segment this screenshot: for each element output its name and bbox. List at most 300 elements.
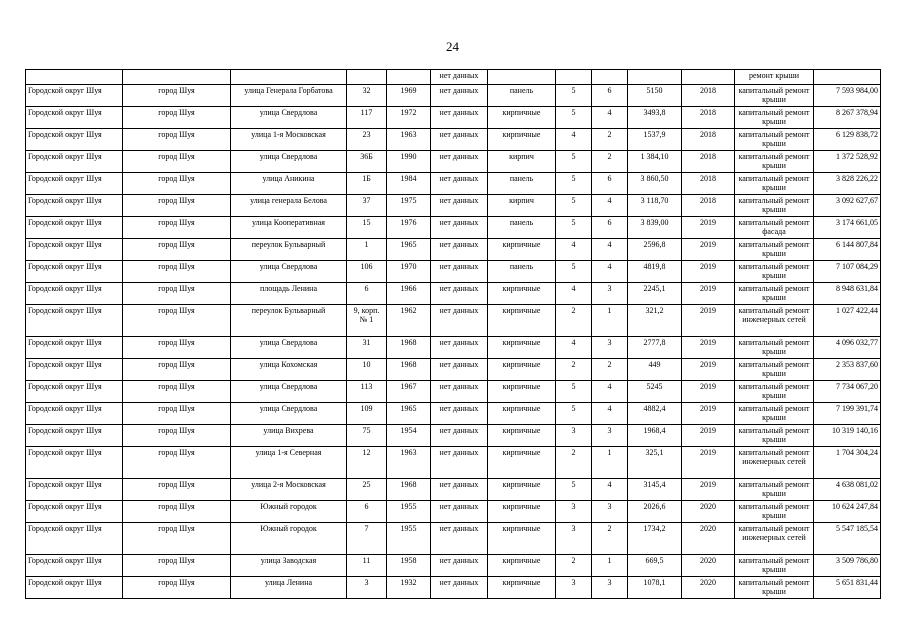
cell-street: улица Свердлова [231,403,347,425]
cell-year-overhaul: нет данных [431,577,488,599]
cell-cost: 3 174 661,05 [814,217,881,239]
cell-house: 11 [347,555,387,577]
cell-floors: 3 [556,425,592,447]
cell-floors: 5 [556,381,592,403]
cell-area: 5150 [628,85,682,107]
cell-plan-year: 2019 [682,359,735,381]
cell-floors: 2 [556,305,592,337]
cell-city: город Шуя [123,195,231,217]
cell-work: капитальный ремонт крыши [735,359,814,381]
cell-year: 1975 [387,195,431,217]
cell-floors: 4 [556,337,592,359]
cell-house: 113 [347,381,387,403]
cell-work: капитальный ремонт крыши [735,337,814,359]
cell-year-overhaul: нет данных [431,129,488,151]
cell-year-overhaul: нет данных [431,173,488,195]
cell-plan-year: 2018 [682,151,735,173]
cell-floors: 2 [556,447,592,479]
cell-year-overhaul: нет данных [431,501,488,523]
cell-plan-year: 2019 [682,447,735,479]
cell-plan-year: 2019 [682,337,735,359]
cell-city: город Шуя [123,261,231,283]
cell-year: 1970 [387,261,431,283]
cell-work: капитальный ремонт крыши [735,151,814,173]
cell-year: 1984 [387,173,431,195]
cell-entrances: 1 [592,305,628,337]
cell-district: Городской округ Шуя [26,261,123,283]
cell-floors: 5 [556,403,592,425]
cell-year-overhaul: нет данных [431,305,488,337]
cell-floors: 3 [556,501,592,523]
cell-year: 1990 [387,151,431,173]
cell-house: 32 [347,85,387,107]
cell-area: 2777,8 [628,337,682,359]
cell-entrances: 3 [592,425,628,447]
cell-street: Южный городок [231,523,347,555]
cell-floors: 2 [556,555,592,577]
table-row [26,479,881,501]
cell-district: Городской округ Шуя [26,447,123,479]
cell-plan-year: 2018 [682,195,735,217]
table-row [26,425,881,447]
table-row [26,173,881,195]
cell-plan-year: 2020 [682,523,735,555]
cell-house: 3 [347,577,387,599]
cell-entrances: 2 [592,151,628,173]
cell-wall: панель [488,85,556,107]
cell-cost: 1 027 422,44 [814,305,881,337]
cell-street [231,70,347,85]
cell-wall [488,70,556,85]
cell-street: Южный городок [231,501,347,523]
cell-entrances: 1 [592,447,628,479]
cell-house: 23 [347,129,387,151]
cell-year-overhaul: нет данных [431,425,488,447]
cell-district: Городской округ Шуя [26,239,123,261]
cell-street: улица Свердлова [231,381,347,403]
cell-year: 1965 [387,239,431,261]
cell-entrances: 4 [592,403,628,425]
cell-cost: 1 704 304,24 [814,447,881,479]
cell-work: капитальный ремонт крыши [735,555,814,577]
cell-cost: 3 828 226,22 [814,173,881,195]
cell-city: город Шуя [123,337,231,359]
cell-city: город Шуя [123,107,231,129]
cell-cost [814,70,881,85]
cell-district [26,70,123,85]
table-row [26,107,881,129]
cell-year: 1954 [387,425,431,447]
cell-street: улица 2-я Московская [231,479,347,501]
cell-area: 325,1 [628,447,682,479]
cell-street: улица Ленина [231,577,347,599]
cell-wall: кирпичные [488,305,556,337]
cell-area: 1734,2 [628,523,682,555]
cell-area: 2026,6 [628,501,682,523]
cell-work: капитальный ремонт крыши [735,283,814,305]
cell-city: город Шуя [123,283,231,305]
cell-city: город Шуя [123,501,231,523]
cell-area: 1537,9 [628,129,682,151]
cell-area: 1 384,10 [628,151,682,173]
cell-district: Городской округ Шуя [26,381,123,403]
cell-wall: кирпичные [488,523,556,555]
cell-year-overhaul: нет данных [431,261,488,283]
cell-floors: 3 [556,523,592,555]
cell-year-overhaul: нет данных [431,70,488,85]
cell-floors: 5 [556,85,592,107]
cell-district: Городской округ Шуя [26,479,123,501]
cell-city: город Шуя [123,173,231,195]
cell-entrances: 4 [592,107,628,129]
cell-city: город Шуя [123,381,231,403]
cell-plan-year: 2019 [682,239,735,261]
cell-year: 1968 [387,479,431,501]
cell-city: город Шуя [123,555,231,577]
cell-floors: 5 [556,479,592,501]
cell-year: 1968 [387,359,431,381]
table-row [26,447,881,479]
cell-district: Городской округ Шуя [26,501,123,523]
cell-district: Городской округ Шуя [26,555,123,577]
cell-district: Городской округ Шуя [26,523,123,555]
cell-cost: 3 092 627,67 [814,195,881,217]
cell-wall: кирпичные [488,239,556,261]
cell-district: Городской округ Шуя [26,151,123,173]
cell-wall: кирпичные [488,381,556,403]
cell-year: 1965 [387,403,431,425]
cell-house: 117 [347,107,387,129]
cell-wall: кирпичные [488,501,556,523]
cell-year-overhaul: нет данных [431,523,488,555]
cell-year-overhaul: нет данных [431,403,488,425]
cell-street: улица Генерала Горбатова [231,85,347,107]
table-row [26,577,881,599]
table-row [26,239,881,261]
cell-wall: кирпичные [488,283,556,305]
cell-year-overhaul: нет данных [431,447,488,479]
cell-wall: кирпичные [488,479,556,501]
cell-entrances: 2 [592,523,628,555]
cell-year: 1955 [387,523,431,555]
cell-city: город Шуя [123,129,231,151]
housing-registry-table [25,69,881,599]
cell-district: Городской округ Шуя [26,129,123,151]
table-row [26,151,881,173]
cell-cost: 6 129 838,72 [814,129,881,151]
cell-work: капитальный ремонт инженерных сетей [735,305,814,337]
cell-year-overhaul: нет данных [431,283,488,305]
cell-city [123,70,231,85]
cell-year-overhaul: нет данных [431,151,488,173]
cell-district: Городской округ Шуя [26,107,123,129]
cell-floors: 3 [556,577,592,599]
cell-plan-year: 2020 [682,555,735,577]
cell-wall: кирпичные [488,359,556,381]
cell-house: 31 [347,337,387,359]
cell-district: Городской округ Шуя [26,283,123,305]
cell-cost: 10 624 247,84 [814,501,881,523]
cell-city: город Шуя [123,523,231,555]
cell-floors: 5 [556,151,592,173]
cell-district: Городской округ Шуя [26,403,123,425]
cell-city: город Шуя [123,403,231,425]
cell-work: капитальный ремонт инженерных сетей [735,447,814,479]
cell-wall: кирпичные [488,403,556,425]
cell-city: город Шуя [123,479,231,501]
cell-area: 449 [628,359,682,381]
cell-area [628,70,682,85]
cell-wall: панель [488,173,556,195]
cell-entrances: 4 [592,195,628,217]
cell-area: 2596,8 [628,239,682,261]
cell-cost: 5 651 831,44 [814,577,881,599]
table-row [26,195,881,217]
cell-house: 7 [347,523,387,555]
cell-year-overhaul: нет данных [431,337,488,359]
cell-city: город Шуя [123,217,231,239]
cell-plan-year: 2020 [682,501,735,523]
cell-entrances: 2 [592,359,628,381]
cell-street: улица Вихрева [231,425,347,447]
cell-year-overhaul: нет данных [431,85,488,107]
cell-house: 1 [347,239,387,261]
table-row [26,381,881,403]
cell-work: капитальный ремонт крыши [735,129,814,151]
cell-entrances: 4 [592,239,628,261]
cell-street: улица Заводская [231,555,347,577]
cell-entrances: 6 [592,85,628,107]
cell-wall: кирпичные [488,577,556,599]
cell-city: город Шуя [123,577,231,599]
cell-floors: 4 [556,239,592,261]
cell-entrances: 4 [592,261,628,283]
cell-wall: кирпичные [488,337,556,359]
cell-house: 109 [347,403,387,425]
cell-wall: кирпичные [488,129,556,151]
cell-plan-year: 2019 [682,261,735,283]
cell-wall: кирпичные [488,447,556,479]
cell-street: улица Свердлова [231,151,347,173]
table-row [26,555,881,577]
cell-district: Городской округ Шуя [26,359,123,381]
cell-work: капитальный ремонт инженерных сетей [735,523,814,555]
cell-house: 75 [347,425,387,447]
cell-plan-year: 2019 [682,283,735,305]
cell-year [387,70,431,85]
cell-work: капитальный ремонт крыши [735,381,814,403]
cell-house: 36Б [347,151,387,173]
table-row [26,85,881,107]
cell-floors: 5 [556,195,592,217]
cell-entrances: 3 [592,501,628,523]
cell-year: 1976 [387,217,431,239]
cell-year: 1969 [387,85,431,107]
cell-street: улица Кохомская [231,359,347,381]
cell-city: город Шуя [123,447,231,479]
cell-plan-year: 2019 [682,425,735,447]
cell-area: 5245 [628,381,682,403]
cell-year-overhaul: нет данных [431,239,488,261]
table-row [26,523,881,555]
cell-work: ремонт крыши [735,70,814,85]
cell-district: Городской округ Шуя [26,217,123,239]
table-row-continued [26,70,881,85]
cell-year-overhaul: нет данных [431,479,488,501]
cell-area: 1078,1 [628,577,682,599]
cell-year-overhaul: нет данных [431,195,488,217]
cell-year: 1968 [387,337,431,359]
cell-floors: 5 [556,107,592,129]
cell-cost: 6 144 807,84 [814,239,881,261]
cell-area: 3 118,70 [628,195,682,217]
cell-work: капитальный ремонт крыши [735,195,814,217]
cell-work: капитальный ремонт крыши [735,501,814,523]
cell-work: капитальный ремонт крыши [735,479,814,501]
cell-area: 2245,1 [628,283,682,305]
cell-year-overhaul: нет данных [431,555,488,577]
cell-year: 1972 [387,107,431,129]
cell-work: капитальный ремонт крыши [735,173,814,195]
table-row [26,501,881,523]
cell-district: Городской округ Шуя [26,195,123,217]
cell-floors: 5 [556,261,592,283]
cell-entrances: 4 [592,381,628,403]
cell-entrances: 6 [592,217,628,239]
cell-year-overhaul: нет данных [431,107,488,129]
cell-street: улица 1-я Северная [231,447,347,479]
cell-area: 3493,8 [628,107,682,129]
cell-entrances: 1 [592,555,628,577]
cell-street: улица 1-я Московская [231,129,347,151]
cell-cost: 1 372 528,92 [814,151,881,173]
cell-work: капитальный ремонт крыши [735,85,814,107]
table-row [26,217,881,239]
cell-house: 37 [347,195,387,217]
table-row [26,403,881,425]
cell-cost: 10 319 140,16 [814,425,881,447]
cell-year: 1966 [387,283,431,305]
cell-plan-year: 2020 [682,577,735,599]
cell-wall: панель [488,217,556,239]
table-row [26,337,881,359]
cell-year: 1962 [387,305,431,337]
cell-area: 3 839,00 [628,217,682,239]
cell-city: город Шуя [123,305,231,337]
cell-plan-year [682,70,735,85]
cell-plan-year: 2019 [682,381,735,403]
cell-wall: кирпичные [488,107,556,129]
cell-district: Городской округ Шуя [26,173,123,195]
cell-work: капитальный ремонт фасада [735,217,814,239]
cell-floors: 4 [556,283,592,305]
cell-area: 669,5 [628,555,682,577]
cell-cost: 3 509 786,80 [814,555,881,577]
cell-street: площадь Ленина [231,283,347,305]
cell-house: 106 [347,261,387,283]
table-row [26,129,881,151]
cell-plan-year: 2018 [682,173,735,195]
cell-year: 1932 [387,577,431,599]
cell-wall: кирпичные [488,425,556,447]
cell-city: город Шуя [123,151,231,173]
cell-entrances: 3 [592,577,628,599]
cell-entrances: 3 [592,337,628,359]
cell-cost: 7 734 067,20 [814,381,881,403]
cell-year-overhaul: нет данных [431,217,488,239]
cell-cost: 7 107 084,29 [814,261,881,283]
cell-year: 1963 [387,129,431,151]
cell-house: 9, корп. № 1 [347,305,387,337]
cell-wall: кирпич [488,151,556,173]
cell-floors: 5 [556,217,592,239]
table-row [26,261,881,283]
cell-entrances: 6 [592,173,628,195]
cell-plan-year: 2018 [682,85,735,107]
cell-cost: 8 948 631,84 [814,283,881,305]
cell-street: улица Свердлова [231,107,347,129]
cell-district: Городской округ Шуя [26,577,123,599]
cell-street: улица Кооперативная [231,217,347,239]
cell-district: Городской округ Шуя [26,85,123,107]
cell-work: капитальный ремонт крыши [735,403,814,425]
cell-entrances [592,70,628,85]
cell-work: капитальный ремонт крыши [735,577,814,599]
cell-cost: 2 353 837,60 [814,359,881,381]
cell-year-overhaul: нет данных [431,359,488,381]
cell-area: 3145,4 [628,479,682,501]
cell-plan-year: 2019 [682,403,735,425]
cell-house: 25 [347,479,387,501]
cell-city: город Шуя [123,425,231,447]
cell-house: 12 [347,447,387,479]
cell-street: переулок Бульварный [231,305,347,337]
cell-house: 10 [347,359,387,381]
cell-cost: 5 547 185,54 [814,523,881,555]
cell-work: капитальный ремонт крыши [735,239,814,261]
cell-street: улица Аникина [231,173,347,195]
cell-plan-year: 2019 [682,479,735,501]
cell-house: 15 [347,217,387,239]
cell-year-overhaul: нет данных [431,381,488,403]
cell-wall: кирпичные [488,555,556,577]
cell-cost: 8 267 378,94 [814,107,881,129]
cell-year: 1967 [387,381,431,403]
cell-plan-year: 2019 [682,305,735,337]
cell-area: 3 860,50 [628,173,682,195]
cell-work: капитальный ремонт крыши [735,107,814,129]
cell-year: 1955 [387,501,431,523]
cell-cost: 7 199 391,74 [814,403,881,425]
cell-year: 1958 [387,555,431,577]
cell-entrances: 3 [592,283,628,305]
cell-cost: 7 593 984,00 [814,85,881,107]
cell-city: город Шуя [123,85,231,107]
cell-year: 1963 [387,447,431,479]
cell-house: 6 [347,283,387,305]
cell-district: Городской округ Шуя [26,337,123,359]
page-number: 24 [446,39,459,54]
table-row [26,283,881,305]
table-row [26,305,881,337]
cell-house: 1Б [347,173,387,195]
cell-entrances: 2 [592,129,628,151]
cell-house [347,70,387,85]
registry-body [26,70,881,599]
cell-work: капитальный ремонт крыши [735,261,814,283]
cell-city: город Шуя [123,359,231,381]
cell-area: 1968,4 [628,425,682,447]
